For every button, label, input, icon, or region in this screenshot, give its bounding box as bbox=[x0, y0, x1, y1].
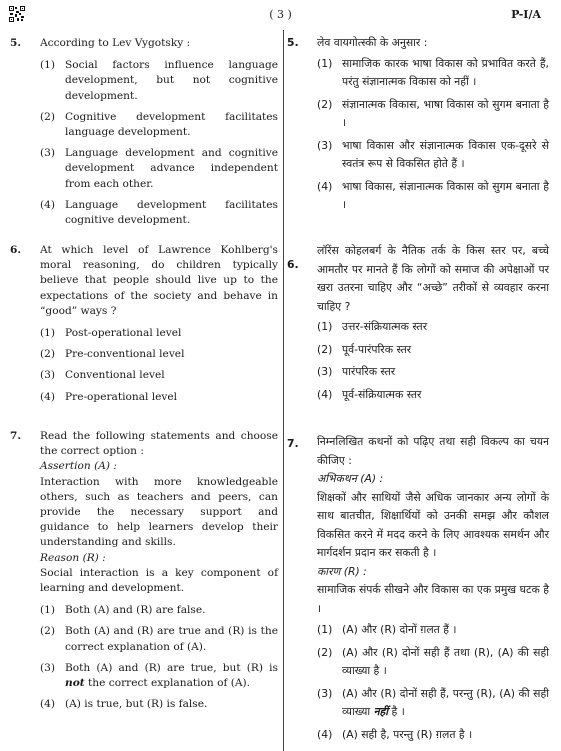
option-text: Social factors influence language development, but not cognitive development. bbox=[65, 59, 278, 102]
option-text: (A) is true, but (R) is false. bbox=[65, 698, 208, 711]
option-2[interactable] bbox=[40, 110, 278, 140]
option-number: (4) bbox=[317, 179, 333, 193]
option-number: (1) bbox=[317, 320, 333, 333]
question-stem: लॉरेंस कोहलबर्ग के नैतिक तर्क के किस स्तर पर, बच्चे आमतौर पर मानते हैं कि लोगों को समाज की अपेक्षाओं पर खरा उतरना चाहिए और “अच्छे” तरीकों से व्यवहार करना चाहिए ? bbox=[317, 244, 549, 313]
option-number: (3) bbox=[40, 369, 56, 382]
option-1[interactable] bbox=[317, 318, 549, 337]
question-number: 5. bbox=[287, 36, 299, 49]
question-number: 7. bbox=[10, 430, 22, 442]
option-number: (2) bbox=[40, 348, 56, 361]
option-4[interactable] bbox=[317, 178, 549, 215]
option-4[interactable] bbox=[40, 697, 278, 712]
option-text: Both (A) and (R) are true and (R) is the correct explanation of (A). bbox=[65, 625, 278, 653]
option-text: Post-operational level bbox=[65, 327, 182, 340]
option-number: (3) bbox=[317, 365, 333, 378]
question-stem: At which level of Lawrence Kohlberg's moral reasoning, do children typically believe that people should live up to the expectations of the society and behave in “good” ways ? bbox=[40, 244, 278, 317]
option-3[interactable] bbox=[40, 368, 278, 383]
option-2[interactable] bbox=[317, 96, 549, 133]
option-text: उत्तर-संक्रियात्मक स्तर bbox=[342, 320, 428, 333]
option-number: (4) bbox=[317, 727, 333, 741]
option-text-pre: (A) और (R) दोनों सही हैं, परन्तु (R), (A) की सही व्याख्या bbox=[342, 686, 549, 718]
option-number: (3) bbox=[40, 147, 56, 160]
option-number: (1) bbox=[317, 623, 333, 636]
option-number: (4) bbox=[40, 198, 56, 211]
question-stem: According to Lev Vygotsky : bbox=[40, 37, 191, 49]
option-text: पूर्व-संक्रियात्मक स्तर bbox=[342, 387, 422, 401]
option-text-post: the correct explanation of (A). bbox=[84, 677, 251, 690]
option-text: भाषा विकास और संज्ञानात्मक विकास एक-दूसरे से स्वतंत्र रूप से विकसित होते हैं । bbox=[342, 138, 549, 170]
reason-text: Social interaction is a key component of learning and development. bbox=[40, 566, 278, 595]
option-1[interactable] bbox=[40, 326, 278, 341]
reason-label: Reason (R) : bbox=[40, 551, 106, 564]
option-number: (1) bbox=[40, 59, 56, 72]
assertion-text: Interaction with more knowledgeable others, such as teachers and peers, can provide the necessary support and guidance to help learners develop their understanding and skills. bbox=[40, 475, 278, 549]
option-text: भाषा विकास, संज्ञानात्मक विकास को सुगम बनाता है । bbox=[342, 179, 549, 211]
option-text: Cognitive development facilitates language development. bbox=[65, 110, 278, 139]
option-4[interactable] bbox=[317, 386, 549, 405]
option-text-pre: Both (A) and (R) are true, but (R) is bbox=[65, 661, 278, 674]
option-2[interactable] bbox=[317, 341, 549, 360]
option-number: (2) bbox=[40, 625, 56, 638]
option-3[interactable] bbox=[317, 137, 549, 174]
option-text: पूर्व-पारंपरिक स्तर bbox=[342, 342, 412, 356]
question-number: 6. bbox=[287, 258, 299, 271]
option-number: (1) bbox=[40, 604, 56, 617]
option-3[interactable] bbox=[40, 146, 278, 192]
option-text-post: है । bbox=[388, 705, 405, 718]
option-text: (A) और (R) दोनों सही हैं तथा (R), (A) की सही व्याख्या है । bbox=[342, 645, 549, 677]
option-1[interactable] bbox=[40, 58, 278, 104]
reason-text: सामाजिक संपर्क सीखने और विकास का एक प्रमुख घटक है । bbox=[317, 583, 549, 615]
option-2[interactable] bbox=[40, 347, 278, 362]
assertion-label: Assertion (A) : bbox=[40, 460, 117, 473]
option-text: Pre-conventional level bbox=[65, 348, 185, 361]
option-3[interactable] bbox=[317, 363, 549, 382]
option-number: (1) bbox=[317, 56, 333, 70]
option-text: Language development facilitates cognitive development. bbox=[65, 198, 278, 227]
option-number: (3) bbox=[317, 686, 333, 700]
question-6-hi bbox=[287, 242, 549, 408]
option-4[interactable] bbox=[40, 390, 278, 405]
option-number: (2) bbox=[317, 645, 333, 659]
option-text-emphasis: not bbox=[65, 677, 85, 690]
option-text-emphasis: नहीं bbox=[373, 705, 389, 718]
option-number: (4) bbox=[317, 387, 333, 401]
option-4[interactable] bbox=[317, 726, 549, 745]
paper-code: P-I/A bbox=[511, 8, 541, 21]
option-number: (4) bbox=[40, 698, 56, 711]
option-number: (1) bbox=[40, 327, 56, 340]
option-1[interactable] bbox=[40, 603, 278, 618]
question-6-en bbox=[10, 243, 278, 411]
option-2[interactable] bbox=[317, 644, 549, 681]
page-number: ( 3 ) bbox=[269, 8, 292, 21]
question-7-en bbox=[10, 429, 278, 718]
assertion-text: शिक्षकों और साथियों जैसे अधिक जानकार अन्य लोगों के साथ बातचीत, शिक्षार्थियों को उनकी समझ और कौशल विकसित करने में मदद करने के लिए आवश्यक समर्थन और मार्गदर्शन प्रदान कर सकती है । bbox=[317, 490, 549, 559]
option-text: (A) सही है, परन्तु (R) ग़लत है । bbox=[342, 727, 473, 741]
question-5-hi bbox=[287, 34, 549, 219]
option-number: (3) bbox=[317, 138, 333, 152]
option-text: पारंपरिक स्तर bbox=[342, 365, 396, 378]
option-number: (2) bbox=[317, 97, 333, 111]
option-text: Pre-operational level bbox=[65, 390, 178, 403]
question-7-hi bbox=[287, 433, 549, 748]
assertion-label: अभिकथन (A) : bbox=[317, 472, 384, 485]
option-3[interactable] bbox=[317, 685, 549, 722]
question-5-en bbox=[10, 36, 278, 234]
reason-label: कारण (R) : bbox=[317, 564, 367, 578]
question-stem: निम्नलिखित कथनों को पढ़िए तथा सही विकल्प का चयन कीजिए : bbox=[317, 435, 549, 467]
option-1[interactable] bbox=[317, 55, 549, 92]
question-number: 5. bbox=[10, 37, 22, 49]
question-stem: लेव वायगोत्स्की के अनुसार : bbox=[317, 36, 428, 49]
column-divider bbox=[283, 30, 284, 751]
option-number: (4) bbox=[40, 390, 56, 403]
option-text: Language development and cognitive development advance independent from each other. bbox=[65, 147, 278, 190]
option-text: संज्ञानात्मक विकास, भाषा विकास को सुगम बनाता है । bbox=[342, 97, 549, 129]
option-number: (2) bbox=[317, 342, 333, 356]
question-number: 7. bbox=[287, 437, 299, 450]
option-3[interactable] bbox=[40, 661, 278, 691]
option-4[interactable] bbox=[40, 198, 278, 228]
option-text: (A) और (R) दोनों ग़लत हैं । bbox=[342, 623, 457, 636]
option-text: सामाजिक कारक भाषा विकास को प्रभावित करते हैं, परंतु संज्ञानात्मक विकास को नहीं । bbox=[342, 56, 549, 88]
question-stem: Read the following statements and choose the correct option : bbox=[40, 430, 278, 458]
option-number: (3) bbox=[40, 661, 56, 674]
option-2[interactable] bbox=[40, 624, 278, 654]
option-text: Both (A) and (R) are false. bbox=[65, 604, 206, 617]
option-1[interactable] bbox=[317, 621, 549, 640]
option-text: Conventional level bbox=[65, 369, 165, 382]
question-number: 6. bbox=[10, 244, 22, 256]
option-number: (2) bbox=[40, 110, 56, 123]
